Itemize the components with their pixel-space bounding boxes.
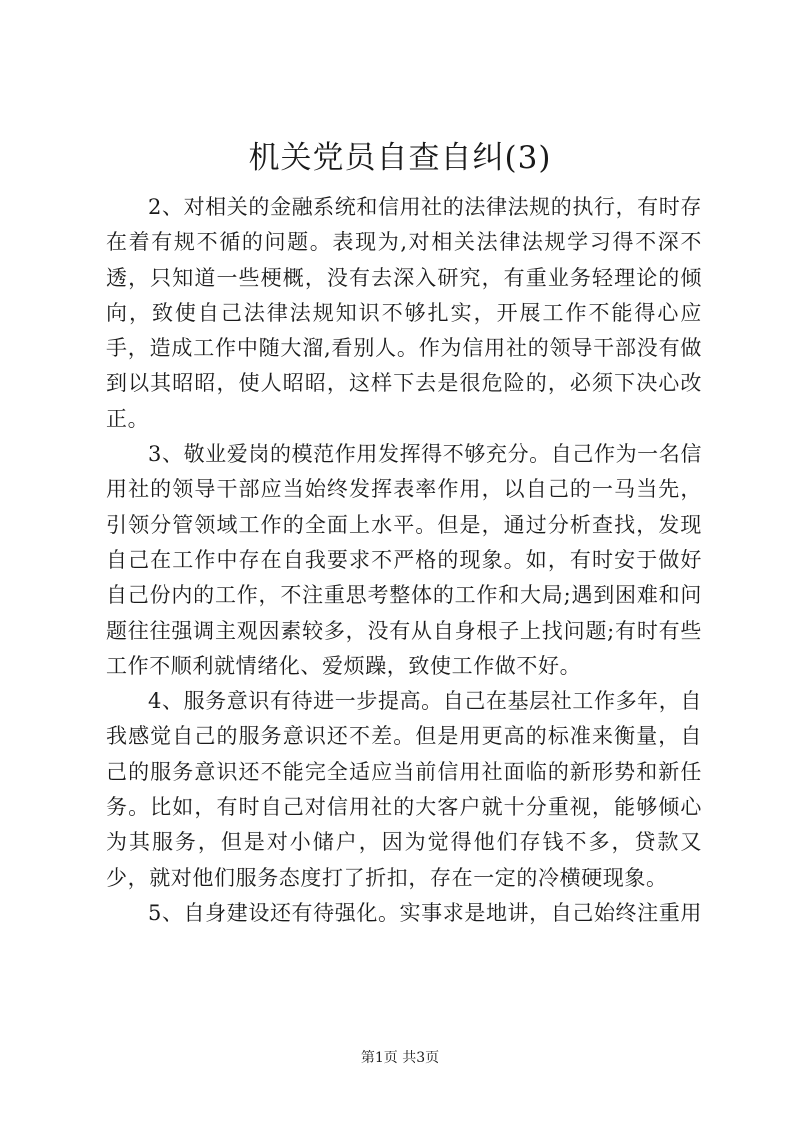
document-body bbox=[106, 190, 702, 931]
paragraph-item-3: 3、敬业爱岗的模范作用发挥得不够充分。自己作为一名信用社的领导干部应当始终发挥表率作用，以自己的一马当先，引领分管领域工作的全面上水平。但是，通过分析查找，发现自己在工作中存在自我要求不严格的现象。如，有时安于做好自己份内的工作，不注重思考整体的工作和大局;遇到困难和问题往往强调主观因素较多，没有从自身根子上找问题;有时有些工作不顺利就情绪化、爱烦躁，致使工作做不好。 bbox=[106, 442, 702, 678]
page-number-indicator: 第1页 共3页 bbox=[360, 1050, 440, 1066]
paragraph-item-5: 5、自身建设还有待强化。实事求是地讲，自己始终注重用 bbox=[148, 900, 702, 925]
page-footer bbox=[0, 1049, 800, 1067]
paragraph-item-4: 4、服务意识有待进一步提高。自己在基层社工作多年，自我感觉自己的服务意识还不差。但是用更高的标准来衡量，自己的服务意识还不能完全适应当前信用社面临的新形势和新任务。比如，有时自己对信用社的大客户就十分重视，能够倾心为其服务，但是对小储户，因为觉得他们存钱不多，贷款又少，就对他们服务态度打了折扣，存在一定的冷横硬现象。 bbox=[106, 689, 702, 890]
document-title: 机关党员自查自纠(3) bbox=[248, 140, 552, 176]
paragraph-item-2: 2、对相关的金融系统和信用社的法律法规的执行，有时存在着有规不循的问题。表现为,对相关法律法规学习得不深不透，只知道一些梗概，没有去深入研究，有重业务轻理论的倾向，致使自己法律法规知识不够扎实，开展工作不能得心应手，造成工作中随大溜,看别人。作为信用社的领导干部没有做到以其昭昭，使人昭昭，这样下去是很危险的，必须下决心改正。 bbox=[106, 195, 702, 431]
